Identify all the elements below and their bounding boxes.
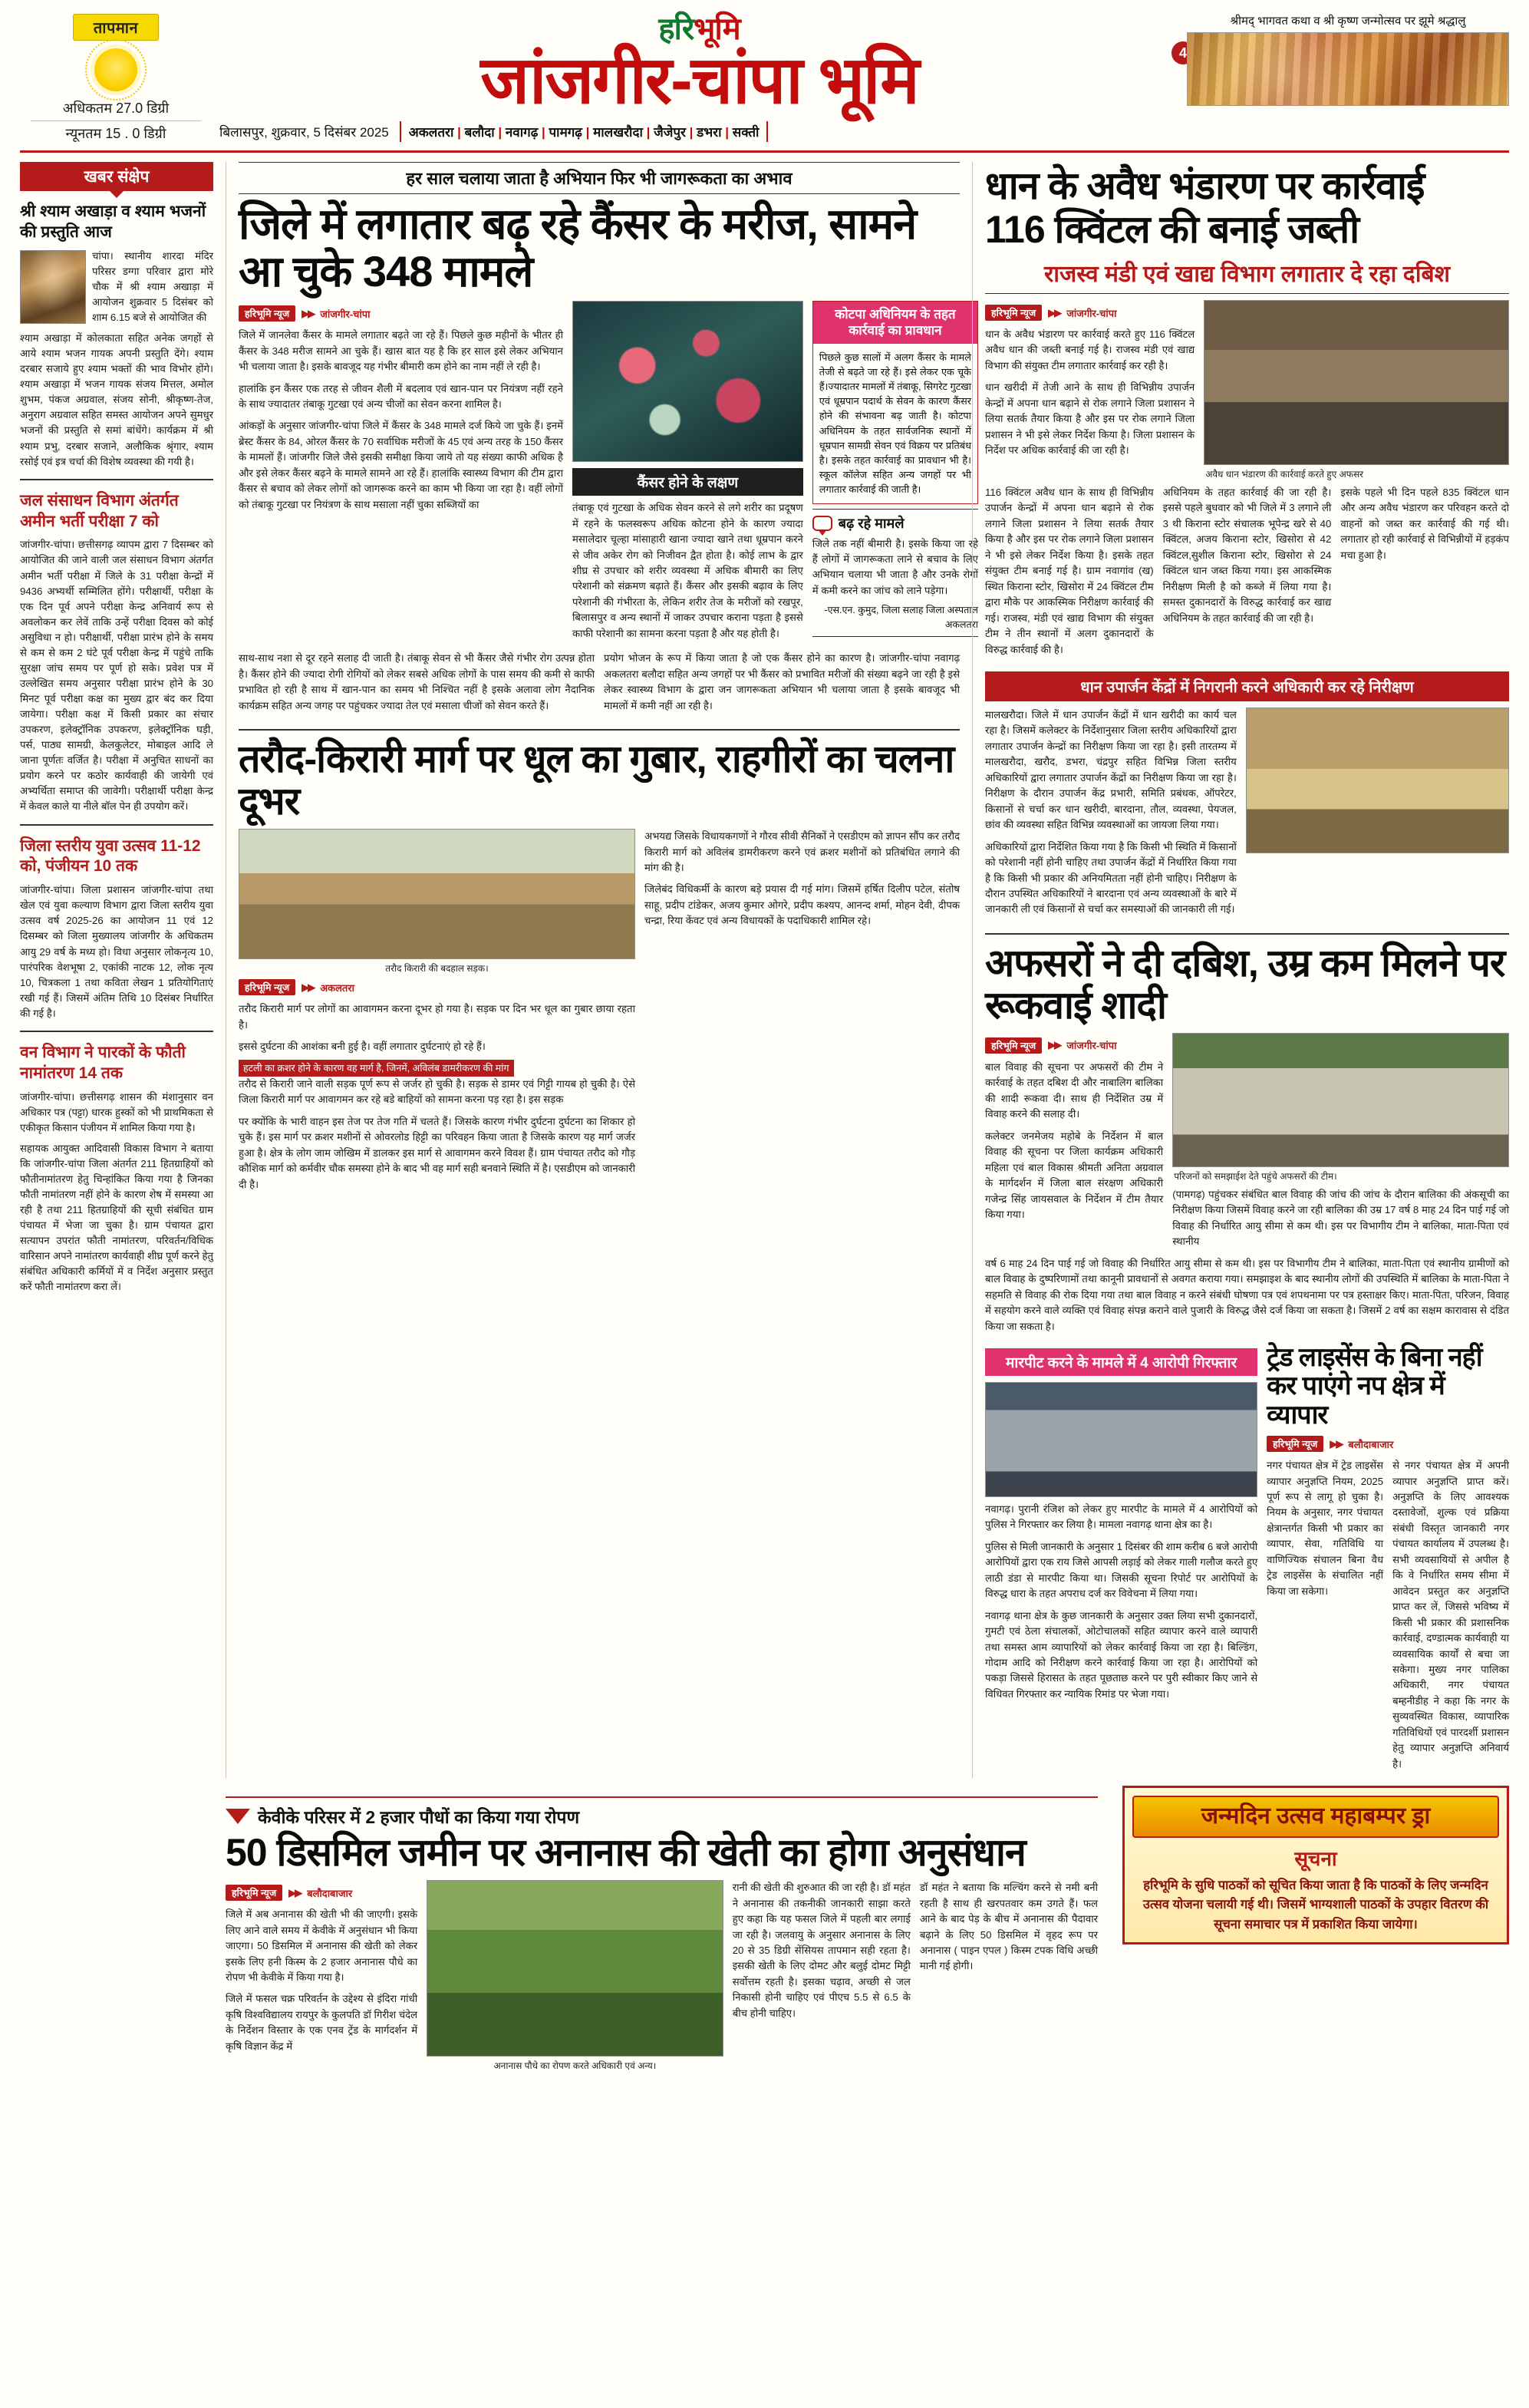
lead-second-col-b [604, 651, 960, 720]
lead-second-para-1: प्रयोग भोजन के रूप में किया जाता है जो एक कैंसर होने का कारण है। जांजगीर-चांपा नवागढ़ अकलतरा बलौदा सहित अन्य जगहों पर भी कैंसर को प्रभावित मरीजों की संख्या बढ़ने जा रही है इसे लेकर स्वास्थ्य विभाग के द्वारा जन जागरूकता अभियान भी चलाया जाता है इसके बावजूद भी मामलों में कमी नहीं आ रही है। [604, 652, 960, 711]
brief-body-2 [20, 882, 213, 1021]
edition-7: | सक्ती [722, 125, 760, 140]
bottom-section [20, 1786, 1509, 2072]
arrest-para-0: नवागढ़। पुरानी रंजिश को लेकर हुए मारपीट के मामले में 4 आरोपियों को पुलिस ने गिरफ्तार कर लिया है। मामला नवागढ़ थाना क्षेत्र का है। [985, 1503, 1258, 1531]
pineapple-photo-caption: अनानास पौधे का रोपण करते अधिकारी एवं अन्य। [493, 2060, 657, 2072]
pineapple-byline [226, 1885, 417, 1901]
edition-3: | पामगढ़ [538, 125, 582, 140]
quote-text: जिले तक नहीं बीमारी है। इसके किया जा रहे हैं लोगों में जागरूकता लाने से बचाव के लिए अभियान चलाया भी जाता है और उनके रोगों में कमी करने का जांच को लाने पड़ेगा। [812, 537, 978, 596]
arrest-body [985, 1502, 1257, 1702]
lead-para-2: आंकड़ों के अनुसार जांजगीर-चांपा जिले में कैंसर के 348 मामले दर्ज किये जा चुके हैं। इनमें ब्रेस्ट कैंसर के 84, ओरल कैंसर के 70 सर्वाधिक मरीजों के 45 एवं अन्य तरह के 150 कैंसर के मामलों हैं। जांजगीर जिले जैसे इसकी समीक्षा किया जाये तो यह संख्या काफी अधिक है और इसे लेकर कैंसर बढ़ने के मामले सामने आ रहे हैं। हालांकि स्वास्थ्य विभाग की टीम द्वारा कैंसर से बचाव को लेकर लोगों को जागरूक करने का काम भी किया जा रहा है। वहीं लोगों को तंबाकू गुटखा पर नियंत्रण के साथ मसाला नहीं चुका सब्जियों का [239, 420, 563, 510]
kotpa-side-box [812, 301, 978, 503]
pineapple-para-3: डॉ महंत ने बताया कि मल्चिंग करने से नमी बनी रहती है साथ ही खरपतवार कम उगते हैं। फल आने के बाद पेड़ के बीच में अनानास की पैदावार बढ़ाने के लिए 50 डिसमिल में वृहद रूप पर अनानास ( पाइन एपल ) किस्म टपक विधि अच्छी मानी गई होगी। [919, 1882, 1099, 1972]
road-para-4: अभयद्य जिसके विधायकगणों ने गौरव सीवी सैनिकों ने एसडीएम को ज्ञापन सौंप कर तरौद किरारी मार्ग को अविलंब डामरीकरण करने एवं क्रशर मशीनों को प्रतिबंधित लगाने की मांग की है। [644, 830, 960, 873]
min-temperature: न्यूनतम 15 . 0 डिग्री [65, 126, 166, 141]
road-para-5: जिलेबंद विधिकर्मी के कारण बड़े प्रयास दी गई मांग। जिसमें हर्षित दिलीप पटेल, संतोष साहू, प्रदीप टांडेकर, अजय कुमार ओगरे, प्रदीप कश्यप, आनन्द शर्मा, मोहन देवी, दीपक चन्द्रा, रिया केंवट एवं अन्य विधायकों के पदाधिकारी शामिल रहे। [644, 883, 960, 927]
brand-logo [219, 14, 1179, 45]
byline-location: अकलतरा [320, 981, 355, 994]
monitoring-photo-col [1246, 708, 1509, 924]
brief-body-0 [20, 249, 213, 470]
pineapple-col-0 [226, 1880, 417, 2072]
road-para-1: इससे दुर्घटना की आशंका बनी हुई है। वहीं लगातार दुर्घटनाएं हो रहे हैं। [239, 1040, 486, 1052]
quote-head [812, 514, 978, 533]
symptoms-bar: कैंसर होने के लक्षण [572, 468, 803, 496]
paddy-body-left [985, 327, 1195, 459]
child-photo-caption: परिजनों को समझाईश देते पहुंचे अफसरों की टीम। [1174, 1170, 1337, 1182]
edition-list [400, 121, 769, 142]
trade-licence-story [1267, 1341, 1509, 1778]
paddy-text-col [985, 300, 1195, 480]
child-photo-col [1172, 1033, 1509, 1256]
pineapple-arrow-head [226, 1796, 1098, 1829]
lead-second-para-0: साथ-साथ नशा से दूर रहने सलाह दी जाती है। तंबाकू सेवन से भी कैंसर जैसे गंभीर रोग उत्पन्न होता है। कैंसर होने की ज्यादा रोगी रोगियों को लेकर सबसे अधिक लोगों के पास समय की कमी से काफी प्रभावित हो रही है साथ में खान-पान का समय भी निश्चित नहीं है इसके अलावा लोग नैदानिक कार्यक्रम सहित अन्य जगह पर पहुंचकर ज्यादा तेल एवं मसाला चीजों को सेवन करते हैं। [239, 652, 595, 711]
brief-title-0[interactable]: श्री श्याम अखाड़ा व श्याम भजनों की प्रस्तुति आज [20, 203, 206, 241]
byline-arrows-icon: ▶▶ [1330, 1437, 1343, 1450]
quote-title: बढ़ रहे मामले [838, 515, 905, 531]
edition-0: अकलतरा [408, 125, 454, 140]
paddy-col-para-2: इसके पहले भी दिन पहले 835 क्विंटल धान और अन्य अवैध भंडारण कर परिवहन करते दो वाहनों को जब्त कर कार्रवाई की गई थी। लगातार हो रही कार्रवाई से विभिन्नीयों में हड़कंप मचा हुआ है। [1340, 487, 1510, 561]
paddy-para-0: धान के अवैध भंडारण पर कार्रवाई करते हुए 116 क्विंटल अवैध धान की जब्ती बनाई गई है। राजस्व मंडी एवं खाद्य विभाग की संयुक्त टीम लगातार कार्रवाई कर रही है। [985, 328, 1195, 371]
lead-kicker: हर साल चलाया जाता है अभियान फिर भी जागरूकता का अभाव [239, 162, 960, 194]
byline-tag: हरिभूमि न्यूज [239, 305, 295, 322]
symptoms-text [572, 500, 803, 642]
officials-group-photo [1172, 1033, 1509, 1167]
lead-top-row [239, 301, 978, 648]
road-byline [239, 979, 635, 995]
kotpa-head: कोटपा अधिनियम के तहत कार्रवाई का प्रावधान [813, 302, 977, 344]
temperature-label: तापमान [73, 14, 159, 41]
byline-arrows-icon: ▶▶ [1048, 1039, 1061, 1051]
masthead [20, 14, 1509, 153]
edition-2: | नवागढ़ [495, 125, 539, 140]
monitoring-para-left: मालखरौदा। जिले में धान उपार्जन केंद्रों में धान खरीदी का कार्य चल रहा है। जिसमें कलेक्टर के निर्देशानुसार जिला स्तरीय अधिकारियों द्वारा लगातार उपार्जन केन्द्रों का निरीक्षण किया जा रहा है। इसी तारतम्य में मालखरौदा, खरौद, डभरा, चंद्रपुर सहित विभिन्न जिला स्तरीय अधिकारियों द्वारा लगातार उपार्जन केंद्रों का निरीक्षण किया जा रहा है। निरीक्षण के दौरान उपार्जन केंद्र प्रभारी, समिति प्रबंधक, ऑपरेटर, किसानों से चर्चा कर धान खरीदी, बारदाना, तौल, व्यवस्था, पेयजल, छांव की व्यवस्था सहित विभिन्न व्यवस्थाओं का जायजा लिया गया। [985, 708, 1237, 831]
road-story [239, 738, 960, 1199]
child-body-left [985, 1060, 1163, 1223]
pineapple-planting-photo [427, 1880, 723, 2057]
triangle-icon [226, 1809, 250, 1824]
paddy-col-para-1: अधिनियम के तहत कार्रवाई की जा रही है। इससे पहले बुधवार को भी जिले में 3 लगाने ली 3 थी किराना स्टोर संचालक भूपेन्द्र खरे से 40 क्विंटल, अजय किराना स्टोर, खिसोरा से 42 क्विंटल,सुशील किराना स्टोर, खिसोरा से 24 क्विंटल धान जब्त किया गया। इस आकस्मिक निरीक्षण मिली है को कब्जे में लिया गया है। समस्त दुकानदारों के विरुद्ध कार्रवाई कर खाद्य अधिनियम के तहत कार्रवाई की जा रही है। [1162, 487, 1332, 624]
road-photo [239, 829, 635, 959]
divider [239, 729, 960, 731]
paddy-centre-photo [1246, 708, 1509, 853]
ad-body: हरिभूमि के सुधि पाठकों को सूचित किया जाता है कि पाठकों के लिए जन्मदिन उत्सव योजना चलायी गई थी। जिसमें भाग्यशाली पाठकों के उपहार वितरण की सूचना समाचार पत्र में प्रकाशित किया जायेगा। [1142, 1878, 1489, 1931]
quote-box [812, 509, 978, 637]
road-red-strip: हटली का क्रशर होने के कारण वह मार्ग है, जिनमें, अविलंब डामरीकरण की मांग [239, 1060, 514, 1077]
lead-byline [239, 305, 563, 322]
max-temperature: अधिकतम 27.0 डिग्री [31, 96, 201, 121]
road-body-b [644, 829, 960, 1199]
pineapple-col-3 [920, 1880, 1098, 2072]
trade-byline [1267, 1436, 1509, 1452]
paddy-headline[interactable]: धान के अवैध भंडारण पर कार्रवाई [985, 164, 1425, 207]
trade-headline[interactable]: ट्रेड लाइसेंस के बिना नहीं कर पाएंगे नप क्षेत्र में व्यापार [1267, 1342, 1482, 1430]
paddy-photo-col [1204, 300, 1509, 480]
brief-para-3-1: सहायक आयुक्त आदिवासी विकास विभाग ने बताया कि जांजगीर-चांपा जिला अंतर्गत 211 हितग्राहियों को फौतीनामांतरण हेतु चिन्हांकित किया गया है जिनका फौती नामांतरण नहीं होने के कारण शेष में समस्या आ रही है तथा 211 हितग्राहियों की सूची संबंधित ग्राम पंचायत में भेजा जा चुका है। ग्राम पंचायत द्वारा सत्यापन उपरांत फौती नामांतरण, परिवर्तन/विधिक वारिसान अपने नामांतरण कार्यवाही शीघ्र पूर्ण करने हेतु संबंधित अधिकारी कर्मियों में व निर्देश अनुसार प्रस्तुत करें फौती नामांतरण करा लें। [20, 1142, 213, 1293]
road-row [239, 829, 960, 1199]
arrest-story [985, 1341, 1257, 1778]
child-para-1: कलेक्टर जनमेजय महोबे के निर्देशन में बाल विवाह की सूचना पर जिला कार्यक्रम अधिकारी महिला एवं बाल विकास श्रीमती अनिता अग्रवाल के मार्गदर्शन में जिला बाल संरक्षण अधिकारी गजेन्द्र सिंह जायसवाल के निर्देशन में टीम तैयार किया गया। [985, 1130, 1164, 1220]
byline-location: जांजगीर-चांपा [1066, 1040, 1117, 1052]
pineapple-body-0 [226, 1907, 417, 2054]
road-headline[interactable]: तरौद-किरारी मार्ग पर धूल का गुबार, राहगीरों का चलना दूभर [239, 737, 954, 823]
trade-body-a [1267, 1458, 1383, 1778]
dateline [219, 121, 1179, 142]
lead-headline[interactable]: जिले में लगातार बढ़ रहे कैंसर के मरीज, सामने आ चुके 348 मामले [239, 200, 917, 295]
brand-logo-part1: हरि [658, 12, 694, 46]
paddy-col-para-0: 116 क्विंटल अवैध धान के साथ ही विभिन्नीय उपार्जन केन्द्रों में अपना धान बढ़ाने से रोक लगाने जिला प्रशासन ने लिया सतर्क तैयार किया है और इस पर रोक लगाने जिला प्रशासन ने भी इसे लेकर निर्देश किया है। इसके तहत संयुक्त टीम बनाई गई है। ग्राम नवागांव (ख) स्थित किराना स्टोर, खिसोरा में 24 क्विंटल टीम द्वारा मौके पर आकस्मिक निरीक्षण कार्रवाई की गई। राजस्व, मंडी एवं खाद्य विभाग की संयुक्त टीम ने तीन स्थानों में अलग दुकानदारों के विरुद्ध कार्रवाई की है। [985, 487, 1154, 655]
lead-para-1: हालांकि इन कैंसर एक तरह से जीवन शैली में बदलाव एवं खान-पान पर नियंत्रण नहीं रहने के साथ ज्यादातर तंबाकू गुटखा एवं अन्य चीजों का सेवन करना शामिल है। [239, 382, 563, 410]
pineapple-col-2 [733, 1880, 911, 2072]
pineapple-photo-col [427, 1880, 723, 2072]
byline-tag: हरिभूमि न्यूज [985, 1037, 1042, 1054]
byline-tag: हरिभूमि न्यूज [985, 305, 1042, 321]
road-para-2: तरौद से किरारी जाने वाली सड़क पूर्ण रूप से जर्जर हो चुकी है। सड़क से डामर एवं गिट्टी गायब हो चुकी है। ऐसे जिला किरारी मार्ग पर आवागमन कर रहे बडे बाहियों को सामना करना पड़ रहा है। इस सड़क [239, 1077, 635, 1106]
pineapple-para-0: जिले में अब अनानास की खेती भी की जाएगी। इसके लिए आने वाले समय में केवीके में अनुसंधान भी किया जाएगा। 50 डिसमिल में अनानास की खेती को लेकर इसके लिए हनी किस्म के 2 हजार अनानास पौधे का रोपण भी केवीके में किया गया है। [226, 1908, 418, 1983]
byline-location: बलौदाबाजार [307, 1887, 353, 1899]
lead-body [239, 328, 563, 513]
child-para-0: बाल विवाह की सूचना पर अफसरों की टीम ने कार्रवाई के तहत दबिश दी और नाबालिग बालिका की शादी रूकवा दी। साथ ही निर्देशित उम्र में विवाह करने की सलाह दी। [985, 1061, 1164, 1120]
brief-para-2-0: जांजगीर-चांपा। जिला प्रशासन जांजगीर-चांपा तथा खेल एवं युवा कल्याण विभाग द्वारा जिला स्तरीय युवा उत्सव वर्ष 2025-26 का आयोजन 11 एवं 12 दिसम्बर को जिला मुख्यालय जांजगीर के अधिकतम आयु 29 वर्ष के मध्य हो। विधा अनुसार लोकनृत्य 10, पारंपरिक वेशभूषा 2, एकांकी नाटक 12, लोक नृत्य 10, चित्रकला 1 तथा कविता लेखन 1 प्रतियोगिताएं रखी गई हैं। जिसमें अंतिम तिथि 10 दिसंबर निर्धारित की गई है। [20, 884, 213, 1019]
road-body-a [239, 1001, 635, 1192]
child-body-right-2 [985, 1256, 1509, 1334]
brief-body-3 [20, 1090, 213, 1295]
paddy-photo-caption: अवैध धान भंडारण की कार्रवाई करते हुए अफसर [1205, 469, 1364, 480]
divider [985, 933, 1509, 935]
brief-para-1-0: जांजगीर-चांपा। छत्तीसगढ़ व्यापम द्वारा 7 दिसम्बर को आयोजित की जाने वाली जल संसाधन विभाग अंतर्गत अमीन भर्ती परीक्षा में जिले के 31 परीक्षा केन्द्रों में 9436 अभ्यर्थी सम्मिलित होंगे। परीक्षार्थी, परीक्षा के एक दिन पूर्व अपने परीक्षा केन्द्र अनिवार्य रूप से अवलोकन कर लेवें ताकि उन्हें परीक्षा दिवस को कोई असुविधा न हो। परीक्षार्थी, परीक्षा प्रारंभ होने के समय से कम से कम 2 घंटे पूर्व परीक्षा केन्द्र में पहुंचे ताकि सुरक्षा जांच समय पर पूर्ण हो सके। प्रवेश पत्र में उल्लेखित समय अनुसार परीक्षा प्रारंभ होने के 30 मिनट पूर्व परीक्षा कक्ष का मुख्य द्वार बंद कर दिया जायेगा। परीक्षा कक्ष में किसी प्रकार का संचार उपकरण, इलेक्ट्रॉनिक उपकरण, इलेक्ट्रॉनिक घड़ी, पर्स, पाठ्य सामग्री, केलकुलेटर, मोबाइल आदि ले जाना पूर्णतः वर्जित है। परीक्षा में अनुचित साधनों का प्रयोग करने पर कठोर कार्यवाही की जायेगी एवं अभ्यर्थिता समाप्त की जावेगी। परीक्षार्थी परीक्षा केन्द्र में केवल काले या नीले बॉल पेन ही उपयोग करें। [20, 539, 213, 813]
page-title: जांजगीर-चांपा भूमि [480, 44, 918, 117]
main-content [20, 162, 1509, 1778]
divider [20, 824, 213, 826]
paddy-top-row [985, 300, 1509, 480]
right-column [972, 162, 1509, 1778]
divider [20, 1031, 213, 1032]
paddy-body-cols [985, 485, 1509, 664]
trade-para-1: से नगर पंचायत क्षेत्र में अपनी व्यापार अनुज्ञप्ति प्राप्त करें। अनुज्ञप्ति के लिए आवश्यक दस्तावेजों, शुल्क एवं प्रक्रिया संबंधी विस्तृत जानकारी नगर पंचायत कार्यालय में उपलब्ध है। सभी व्यवसायियों से अपील है कि वे निर्धारित समय सीमा में आवेदन प्रस्तुत कर अनुज्ञप्ति प्राप्त कर लें, जिससे भविष्य में किसी भी प्रकार की प्रशासनिक कार्रवाई, दण्डात्मक कार्यवाही या व्यवसायिक कार्यों से बचा जा सकेगा। मुख्य नगर पालिका अधिकारी, नगर पंचायत बम्हनीडीह ने कहा कि नगर के सुव्यवस्थित विकास, व्यापारिक गतिविधियों एवं पारदर्शी प्रशासन हेतु व्यापार अनुज्ञप्ति अनिवार्य है। [1392, 1460, 1509, 1770]
child-marriage-row [985, 1033, 1509, 1256]
paddy-col-2 [1340, 485, 1509, 664]
byline-tag: हरिभूमि न्यूज [226, 1885, 282, 1901]
edition-6: | डभरा [686, 125, 722, 140]
news-brief-header: खबर संक्षेप [20, 162, 213, 191]
brief-para-3-0: जांजगीर-चांपा। छत्तीसगढ़ शासन की मंशानुसार वन अधिकार पत्र (पट्टा) धारक हुस्कों को भी प्राथमिकता से एकीकृत किसान पंजीयन में शामिल किया गया है। [20, 1090, 213, 1133]
monitoring-redbar: धान उपार्जन केंद्रों में निगरानी करने अधिकारी कर रहे निरीक्षण [985, 671, 1509, 701]
paddy-col-1 [1163, 485, 1332, 664]
speech-bubble-icon [812, 516, 832, 531]
child-marriage-story [985, 942, 1509, 1334]
pineapple-headline[interactable]: 50 डिसमिल जमीन पर अनानास की खेती का होगा अनुसंधान [226, 1831, 1026, 1875]
masthead-promo [1178, 14, 1509, 106]
temperature-box [20, 14, 212, 146]
advertisement [1110, 1786, 1509, 2072]
pineapple-story [226, 1786, 1098, 2072]
brief-title-2[interactable]: जिला स्तरीय युवा उत्सव 11-12 को, पंजीयन 10 तक [20, 836, 201, 876]
edition-5: | जैजेपुर [643, 125, 686, 140]
road-para-3: पर क्योंकि के भारी वाहन इस तेज पर तेज गति में चलते हैं। जिसके कारण गंभीर दुर्घटना दुर्घटना का शिकार हो चुके हैं। इस मार्ग पर क्रशर मशीनों से ओवरलोड हिट्टी का परिवहन किया जाता है जिसके कारण यह मार्ग जर्जर हुआ है। क्षेत्र के लोग जाम जोखिम में डालकर इस मार्ग से आवागमन करने विवश हैं। ग्राम पंचायत तरौद को गौड़ कौशिक मार्ग को कर्मवीर चौक समस्या होने के बाद भी वह मार्ग सही बनवाने स्थिति में है। एसडीएम को जानकारी दी है। [239, 1115, 635, 1190]
center-column [226, 162, 978, 1778]
brief-title-1[interactable]: जल संसाधन विभाग अंतर्गत अमीन भर्ती परीक्षा 7 को [20, 491, 179, 530]
ad-title: जन्मदिन उत्सव महाबम्पर ड्रा [1132, 1796, 1499, 1838]
byline-location: जांजगीर-चांपा [1066, 307, 1117, 319]
child-marriage-headline[interactable]: अफसरों ने दी दबिश, उम्र कम मिलने पर रूकवाई शादी [985, 941, 1505, 1027]
lead-side-panel-col [812, 301, 978, 648]
masthead-center [212, 14, 1187, 142]
byline-arrows-icon: ▶▶ [288, 1886, 302, 1898]
dateline-text: बिलासपुर, शुक्रवार, 5 दिसंबर 2025 [219, 125, 389, 140]
monitoring-para-right: अधिकारियों द्वारा निर्देशित किया गया है कि किसी भी स्थिति में किसानों को परेशानी नहीं होनी चाहिए तथा उपार्जन केंद्रों में निर्धारित किया गया है कि किसी भी प्रकार की अनियमितता नहीं होनी चाहिए। निरीक्षण के दौरान उपस्थित अधिकारियों ने बारदाना एवं अन्य व्यवस्थाओं के बारे में जानकारी ली एवं किसानों से चर्चा कर समस्याओं की जानकारी ली गई। [985, 840, 1237, 915]
edition-4: | मालखरौदा [582, 125, 643, 140]
lead-photo-col [572, 301, 803, 648]
kotpa-body: पिछले कुछ सालों में अलग कैंसर के मामले तेजी से बढ़ते जा रहे हैं। इसे लेकर एक चूके हैं।ज्यादातर मामलों में तंबाकू, सिगरेट गुटखा एवं धूम्रपान पदार्थ के सेवन के कारण कैंसर होने की संभावना बढ़ जाती है। कोटपा अधिनियम के तहत सार्वजनिक स्थानों में धूम्रपान सामग्री सेवन एवं विक्रय पर प्रतिबंध है। इसके तहत कार्रवाई का प्रावधान भी है। स्कूल कॉलेज सहित अन्य जगहों पर भी लगातार कार्रवाई की जाती है। [819, 351, 971, 496]
paddy-subheadline[interactable]: 116 क्विंटल की बनाई जब्ती [985, 208, 1359, 251]
lead-left-col [239, 301, 563, 648]
arrest-photo [985, 1382, 1257, 1497]
byline-location: बलौदाबाजार [1348, 1438, 1394, 1450]
trade-body-row [1267, 1458, 1509, 1778]
monitoring-row [985, 708, 1509, 924]
road-photo-col [239, 829, 635, 1199]
quote-signature: -एस.एन. कुमुद, जिला सलाह जिला अस्पताल अकलतरा [824, 605, 978, 630]
pineapple-row [226, 1880, 1098, 2072]
bottom-right-row [985, 1341, 1509, 1778]
byline-arrows-icon: ▶▶ [1048, 306, 1061, 318]
sun-icon [94, 48, 137, 91]
pineapple-para-1: जिले में फसल चक्र परिवर्तन के उद्देश्य से इंदिरा गांधी कृषि विश्वविद्यालय रायपुर के कुलपति डॉ गिरीश चंदेल के निर्देशन विस्तार के एक एनव ट्रेंड के मार्गदर्शन में कृषि विज्ञान केंद्र में [226, 1993, 418, 2052]
lead-second-col-a [239, 651, 595, 720]
pineapple-kicker: केवीके परिसर में 2 हजार पौधों का किया गया रोपण [258, 1807, 580, 1828]
arrest-strip: मारपीट करने के मामले में 4 आरोपी गिरफ्तार [985, 1348, 1257, 1376]
byline-tag: हरिभूमि न्यूज [1267, 1436, 1323, 1452]
paddy-raid-photo [1204, 300, 1509, 465]
lead-para-0: जिले में जानलेवा कैंसर के मामले लगातार बढ़ते जा रहे हैं। पिछले कुछ महीनों के भीतर ही कैंसर के 348 मरीज सामने आ चुके हैं। खास बात यह है कि हर साल इसे लेकर अभियान भी चलाया जाता है। इसके बावजूद यह गंभीर बीमारी कम होने का नाम नहीं ले रही है। [239, 329, 563, 373]
child-marriage-text-col [985, 1033, 1163, 1256]
byline-arrows-icon: ▶▶ [302, 307, 315, 319]
trade-body-b [1392, 1458, 1509, 1778]
brief-para-0-0: चांपा। स्थानीय शारदा मंदिर परिसर डग्गा परिवार द्वारा मोरे चौक में श्री श्याम अखाड़ा में आयोजन शुक्रवार 5 दिसंबर को शाम 6.15 बजे से आयोजित की [92, 249, 213, 323]
promo-photo [1187, 32, 1509, 106]
ad-subtitle: सूचना [1294, 1846, 1337, 1870]
paddy-col-0 [985, 485, 1154, 664]
cancer-cells-photo [572, 301, 803, 462]
byline-tag: हरिभूमि न्यूज [239, 979, 295, 995]
monitoring-text-col [985, 708, 1237, 924]
road-para-0: तरौद किरारी मार्ग पर लोगों का आवागमन करना दूभर हो गया है। सड़क पर दिन भर धूल का गुबार छाया रहता है। [239, 1003, 635, 1031]
edition-1: | बलौदा [453, 125, 494, 140]
bottom-left-spacer [20, 1786, 213, 2072]
brief-body-1 [20, 537, 213, 814]
symptoms-para: तंबाकू एवं गुटखा के अधिक सेवन करने से लगे शरीर का प्रदूषण में रहने के फलस्वरूप अधिक कोटना होने के कारण ज्यादा मसालेदार चूल्हा मांसाहारी खाना ज्यादा खाने तथा धूम्रपान करने से जीव अकेर रोग को निजीवन द्वैत होता है। कोई लाभ के द्वार शीघ्र से उपचार को शरीर व्यवस्था में अधिक बीमारी का लिए परेशानी को संक्रमण बढ़ाते हैं। कैंसर और इसकी बढ़ाव के लिए परेशानी की गंभीरता के, लेकिन शरीर तेज के मरीजों को रखपूर, बिलासपुर व अन्य स्थानों में जाकर उपचार कराना पड़ता है इससे काफी परेशानी का सामना करना पड़ता है और यह होती है। [572, 502, 803, 639]
left-rail [20, 162, 213, 1778]
paddy-para-1: धान खरीदी में तेजी आने के साथ ही विभिन्नीय उपार्जन केन्द्रों में अपना धान बढ़ाने से रोक लगाने जिला प्रशासन ने लिया सतर्क तैयार किया है और इस पर रोक लगाने जिला प्रशासन ने भी इसे लेकर निर्देश किया है। जिला प्रशासन के निर्देश पर अधिक कार्रवाई की जा रही है। [985, 381, 1195, 457]
divider [20, 479, 213, 480]
child-para-3: वर्ष 6 माह 24 दिन पाई गई जो विवाह की निर्धारित आयु सीमा से कम थी। इस पर विभागीय टीम ने बालिका, माता-पिता एवं स्थानीय ग्रामीणों को बाल विवाह के दुष्परिणामों तथा कानूनी प्रावधानों से अवगत कराया गया। समझाइश के बाद स्थानीय लोगों की उपस्थिति में बालिका के माता-पिता ने सहमति से विवाह की रोक दिया गया तथा बाल विवाह न करने संबंधी घोषणा पत्र एवं शपथनामा पर पत्र हस्ताक्षर किए। माता-पिता, परिजन, विवाह में सहयोग करने वाले व्यक्ति एवं विवाह संपन्न कराने वाले पुजारी के विरुद्ध जैसे दर्ज किया जा सकता है। जिसमें 2 वर्ष का सक्षम कारावास से दंडित किया जा सकता है। [985, 1257, 1509, 1332]
road-photo-caption: तरौद किरारी की बदहाल सड़क। [385, 963, 489, 975]
page-number-badge: 4 [1170, 40, 1196, 66]
brand-logo-part2: भूमि [694, 12, 740, 46]
paddy-byline [985, 305, 1195, 321]
arrest-para-2: नवागढ़ थाना क्षेत्र के कुछ जानकारी के अनुसार उक्त लिया सभी दुकानदारों, गुमटी एवं ठेला संचालकों, ओटोचालकों सहित व्यापार करने वाले व्यापारी तथा समस्त आम व्यापारियों को लेकर कार्रवाई किया जा रहा है। बिल्डिंग, गोदाम आदि को निरीक्षण करने कार्रवाई किया जा रहा है। आरोपियों को पकड़ा जिससे हिरासत के तहत पूछताछ करने पर पुरी स्वीकार किए जाने से विधिवत गिरफ्तार कर न्यायिक रिमांड पर भेजा गया। [985, 1609, 1258, 1700]
monitoring-photo-caption [1246, 853, 1509, 856]
lead-bottom-row [239, 651, 960, 720]
brief-title-3[interactable]: वन विभाग ने पारकों के फौती नामांतरण 14 तक [20, 1043, 186, 1082]
paddy-sub-red: राजस्व मंडी एवं खाद्य विभाग लगातार दे रहा दबिश [985, 257, 1509, 294]
trade-para-0: नगर पंचायत क्षेत्र में ट्रेड लाइसेंस व्यापार अनुज्ञप्ति नियम, 2025 पूर्ण रूप से लागू हो चुका है। नियम के अनुसार, नगर पंचायत क्षेत्रान्तर्गत किसी भी प्रकार का व्यापार, सेवा, गतिविधि या वाणिज्यिक संचालन बिना वैध ट्रेड लाइसेंस के संचालित नहीं किया जा सकेगा। [1267, 1460, 1384, 1597]
child-para-2: (पामगढ़) पहुंचकर संबंधित बाल विवाह की जांच की जांच के दौरान बालिका की अंकसूची का निरीक्षण किया जिसमें विवाह करने जा रही बालिका की उम्र 17 वर्ष 8 माह 24 दिन पाई गई जो विवाह की निर्धारित आयु सीमा से कम थी। इस पर विभागीय टीम ने बालिका, माता-पिता एवं स्थानीय [1172, 1188, 1509, 1248]
brief-para-0-1: श्याम अखाड़ा में कोलकाता सहित अनेक जगहों से आये श्याम भजन गायक अपनी प्रस्तुति देंगे। श्याम दरबार सजाये हुए श्याम भक्तों की भाव विभोर होंगे। श्याम अखाड़ा में भजन गायक संजय मित्तल, अमोल शुभम, पंकज अग्रवाल, संजय सोनी, श्रीकृष्ण-तेज, अनुराग अग्रवाल सहित समस्त आयोजन अपने सुमधुर भजनों की प्रस्तुति से समां बांधेंगे। कार्यक्रम में श्री श्याम प्रभु, दरबार सजाने, अलौकिक श्रृंगार, श्याम रसोई एवं इत्र चर्चा की विशेष व्यवस्था की गयी है। [20, 332, 213, 467]
child-body-right [1172, 1187, 1509, 1250]
promo-caption: श्रीमद् भागवत कथा व श्री कृष्ण जन्मोत्सव पर झूमे श्रद्धालु [1230, 15, 1466, 28]
child-byline [985, 1037, 1163, 1054]
brief-photo-0 [20, 250, 86, 324]
ad-box[interactable] [1122, 1786, 1509, 1945]
arrest-para-1: पुलिस से मिली जानकारी के अनुसार 1 दिसंबर की शाम करीब 6 बजे आरोपी आरोपियों द्वारा एक राय जिसे आपसी लड़ाई को लेकर गाली गलौज करते हुए लाठी डंडा से मारपीट किया था। जिसकी सूचना रिपोर्ट पर आरोपियों के विरुद्ध धारा के तहत अपराध दर्ज कर विवेचना में लिया गया। [985, 1540, 1258, 1600]
byline-location: जांजगीर-चांपा [320, 308, 371, 320]
pineapple-para-2: रानी की खेती की शुरुआत की जा रही है। डॉ महंत ने अनानास की तकनीकी जानकारी साझा करते हुए कहा कि यह फसल जिले में पहली बार लगाई जा रही है। जलवायु के अनुसार अनानास के लिए 20 से 35 डिग्री सेंसियस तापमान सही रहता है। इसकी खेती के लिए दोमट और बलुई दोमट मिट्टी सर्वोत्तम रहती है। इसका चढ़ाव, अच्छी से जल निकासी होनी चाहिए एवं पीएच 5.5 से 6.5 के बीच होनी चाहिए। [732, 1882, 911, 2019]
byline-arrows-icon: ▶▶ [302, 981, 315, 993]
